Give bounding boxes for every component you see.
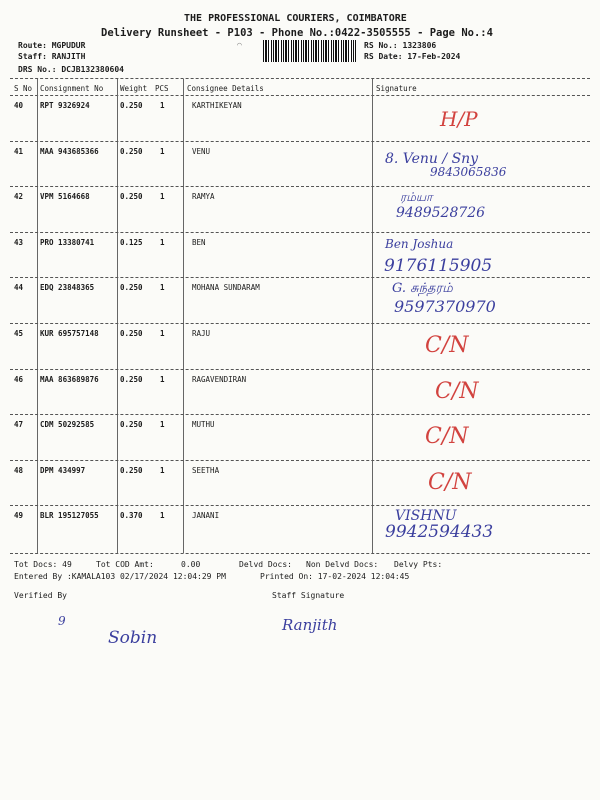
col-divider	[117, 79, 118, 553]
row-divider	[10, 414, 590, 415]
row-signature-phone: 9176115905	[384, 255, 493, 276]
staff-label: Staff: RANJITH	[18, 52, 86, 61]
row-consignee-name: JANANI	[192, 511, 220, 521]
row-pcs: 1	[160, 283, 165, 293]
row-signature: VISHNU	[395, 508, 457, 525]
row-sno: 49	[14, 511, 24, 521]
row-weight: 0.250	[120, 329, 143, 338]
row-sno: 45	[14, 329, 24, 338]
row-weight: 0.250	[120, 146, 143, 156]
route-label: Route: MGPUDUR	[18, 41, 86, 50]
row-signature: Ben Joshua	[385, 236, 454, 251]
col-consignment: Consignment No	[40, 84, 104, 93]
row-divider	[10, 277, 590, 278]
row-pcs: 1	[160, 101, 165, 110]
row-pcs: 1	[160, 329, 165, 338]
row-consignee-name: MUTHU	[192, 420, 215, 430]
row-sno: 48	[14, 465, 24, 475]
row-pcs: 1	[160, 420, 165, 430]
row-sno: 40	[14, 101, 24, 110]
row-consignment-no: MAA 943685366	[40, 146, 99, 156]
row-sno: 44	[14, 283, 24, 293]
row-consignment-no: MAA 863689876	[40, 374, 99, 384]
row-signature: C/N	[425, 424, 469, 450]
row-consignment-no: CDM 50292585	[40, 420, 95, 430]
row-sno: 43	[14, 237, 24, 247]
row-consignee-name: KARTHIKEYAN	[192, 101, 242, 110]
row-signature: C/N	[428, 469, 472, 495]
row-pcs: 1	[160, 192, 165, 202]
col-pcs: PCS	[155, 84, 169, 93]
row-weight: 0.250	[120, 101, 143, 110]
row-pcs: 1	[160, 237, 165, 247]
row-consignment-no: VPM 5164668	[40, 192, 90, 202]
rs-number: RS No.: 1323806	[364, 41, 437, 50]
col-sno: S No	[14, 84, 33, 93]
col-consignee: Consignee Details	[187, 84, 264, 93]
row-signature: ரம்யா	[400, 190, 433, 205]
row-signature: C/N	[435, 378, 479, 404]
barcode	[263, 40, 356, 62]
entered-by: Entered By :KAMALA103 02/17/2024 12:04:29 PM	[14, 572, 226, 581]
verifier-signature: Sobin	[108, 628, 158, 648]
row-consignee-name: VENU	[192, 146, 211, 156]
row-signature: H/P	[440, 107, 478, 131]
company-title: THE PROFESSIONAL COURIERS, COIMBATORE	[184, 13, 407, 24]
col-signature: Signature	[376, 84, 417, 93]
row-divider	[10, 186, 590, 187]
col-divider	[37, 79, 38, 553]
row-divider	[10, 505, 590, 506]
row-divider	[10, 141, 590, 142]
row-signature-phone: 9597370970	[394, 297, 496, 317]
col-divider	[183, 79, 184, 553]
tot-cod-label: Tot COD Amt:	[96, 560, 154, 569]
row-pcs: 1	[160, 465, 165, 475]
table-bottom-rule	[10, 553, 590, 554]
col-divider	[372, 79, 373, 553]
delvd-docs: Delvd Docs:	[239, 560, 292, 569]
tot-cod-value: 0.00	[181, 560, 201, 569]
row-consignment-no: PRO 13380741	[40, 237, 95, 247]
row-consignment-no: DPM 434997	[40, 465, 86, 475]
row-divider	[10, 323, 590, 324]
row-sno: 47	[14, 420, 24, 430]
printed-on: Printed On: 17-02-2024 12:04:45	[260, 572, 410, 581]
row-signature: 8. Venu / Sny	[385, 150, 479, 167]
row-consignee-name: RAGAVENDIRAN	[192, 374, 247, 384]
row-divider	[10, 369, 590, 370]
row-divider	[10, 232, 590, 233]
rs-date: RS Date: 17-Feb-2024	[364, 52, 461, 61]
row-signature-phone: 9843065836	[430, 164, 507, 179]
staff-signature: Ranjith	[282, 616, 338, 634]
row-signature: G. சுந்தரம்	[392, 281, 453, 297]
row-consignment-no: EDQ 23848365	[40, 283, 95, 293]
row-consignment-no: RPT 9326924	[40, 101, 90, 110]
row-weight: 0.250	[120, 420, 143, 430]
col-weight: Weight	[120, 84, 148, 93]
row-signature: C/N	[425, 333, 469, 358]
row-consignee-name: BEN	[192, 237, 206, 247]
row-consignment-no: BLR 195127055	[40, 511, 99, 521]
row-consignee-name: RAJU	[192, 329, 211, 338]
row-consignee-name: RAMYA	[192, 192, 215, 202]
runsheet-subtitle: Delivery Runsheet - P103 - Phone No.:0422-3505555 - Page No.:4	[101, 27, 493, 39]
table-top-rule	[10, 78, 590, 79]
row-consignee-name: MOHANA SUNDARAM	[192, 283, 260, 293]
row-weight: 0.250	[120, 283, 143, 293]
row-weight: 0.370	[120, 511, 143, 521]
row-pcs: 1	[160, 511, 165, 521]
row-weight: 0.250	[120, 374, 143, 384]
row-sno: 46	[14, 374, 24, 384]
row-consignee-name: SEETHA	[192, 465, 220, 475]
tot-docs: Tot Docs: 49	[14, 560, 72, 569]
row-consignment-no: KUR 695757148	[40, 329, 99, 338]
header-pen-mark: ⌒	[237, 40, 242, 49]
row-divider	[10, 460, 590, 461]
row-pcs: 1	[160, 146, 165, 156]
row-weight: 0.250	[120, 192, 143, 202]
row-sno: 41	[14, 146, 24, 156]
verified-by-label: Verified By	[14, 591, 67, 600]
table-header-rule	[10, 95, 590, 96]
non-delvd-docs: Non Delvd Docs:	[306, 560, 379, 569]
row-weight: 0.125	[120, 237, 143, 247]
row-sno: 42	[14, 192, 24, 202]
drs-number: DRS No.: DCJB132380604	[18, 65, 124, 74]
delvy-pts: Delvy Pts:	[394, 560, 443, 569]
verifier-mark: 9	[58, 614, 66, 628]
staff-signature-label: Staff Signature	[272, 591, 345, 600]
row-weight: 0.250	[120, 465, 143, 475]
row-signature-phone: 9942594433	[385, 522, 494, 543]
row-pcs: 1	[160, 374, 165, 384]
row-signature-phone: 9489528726	[396, 205, 486, 222]
